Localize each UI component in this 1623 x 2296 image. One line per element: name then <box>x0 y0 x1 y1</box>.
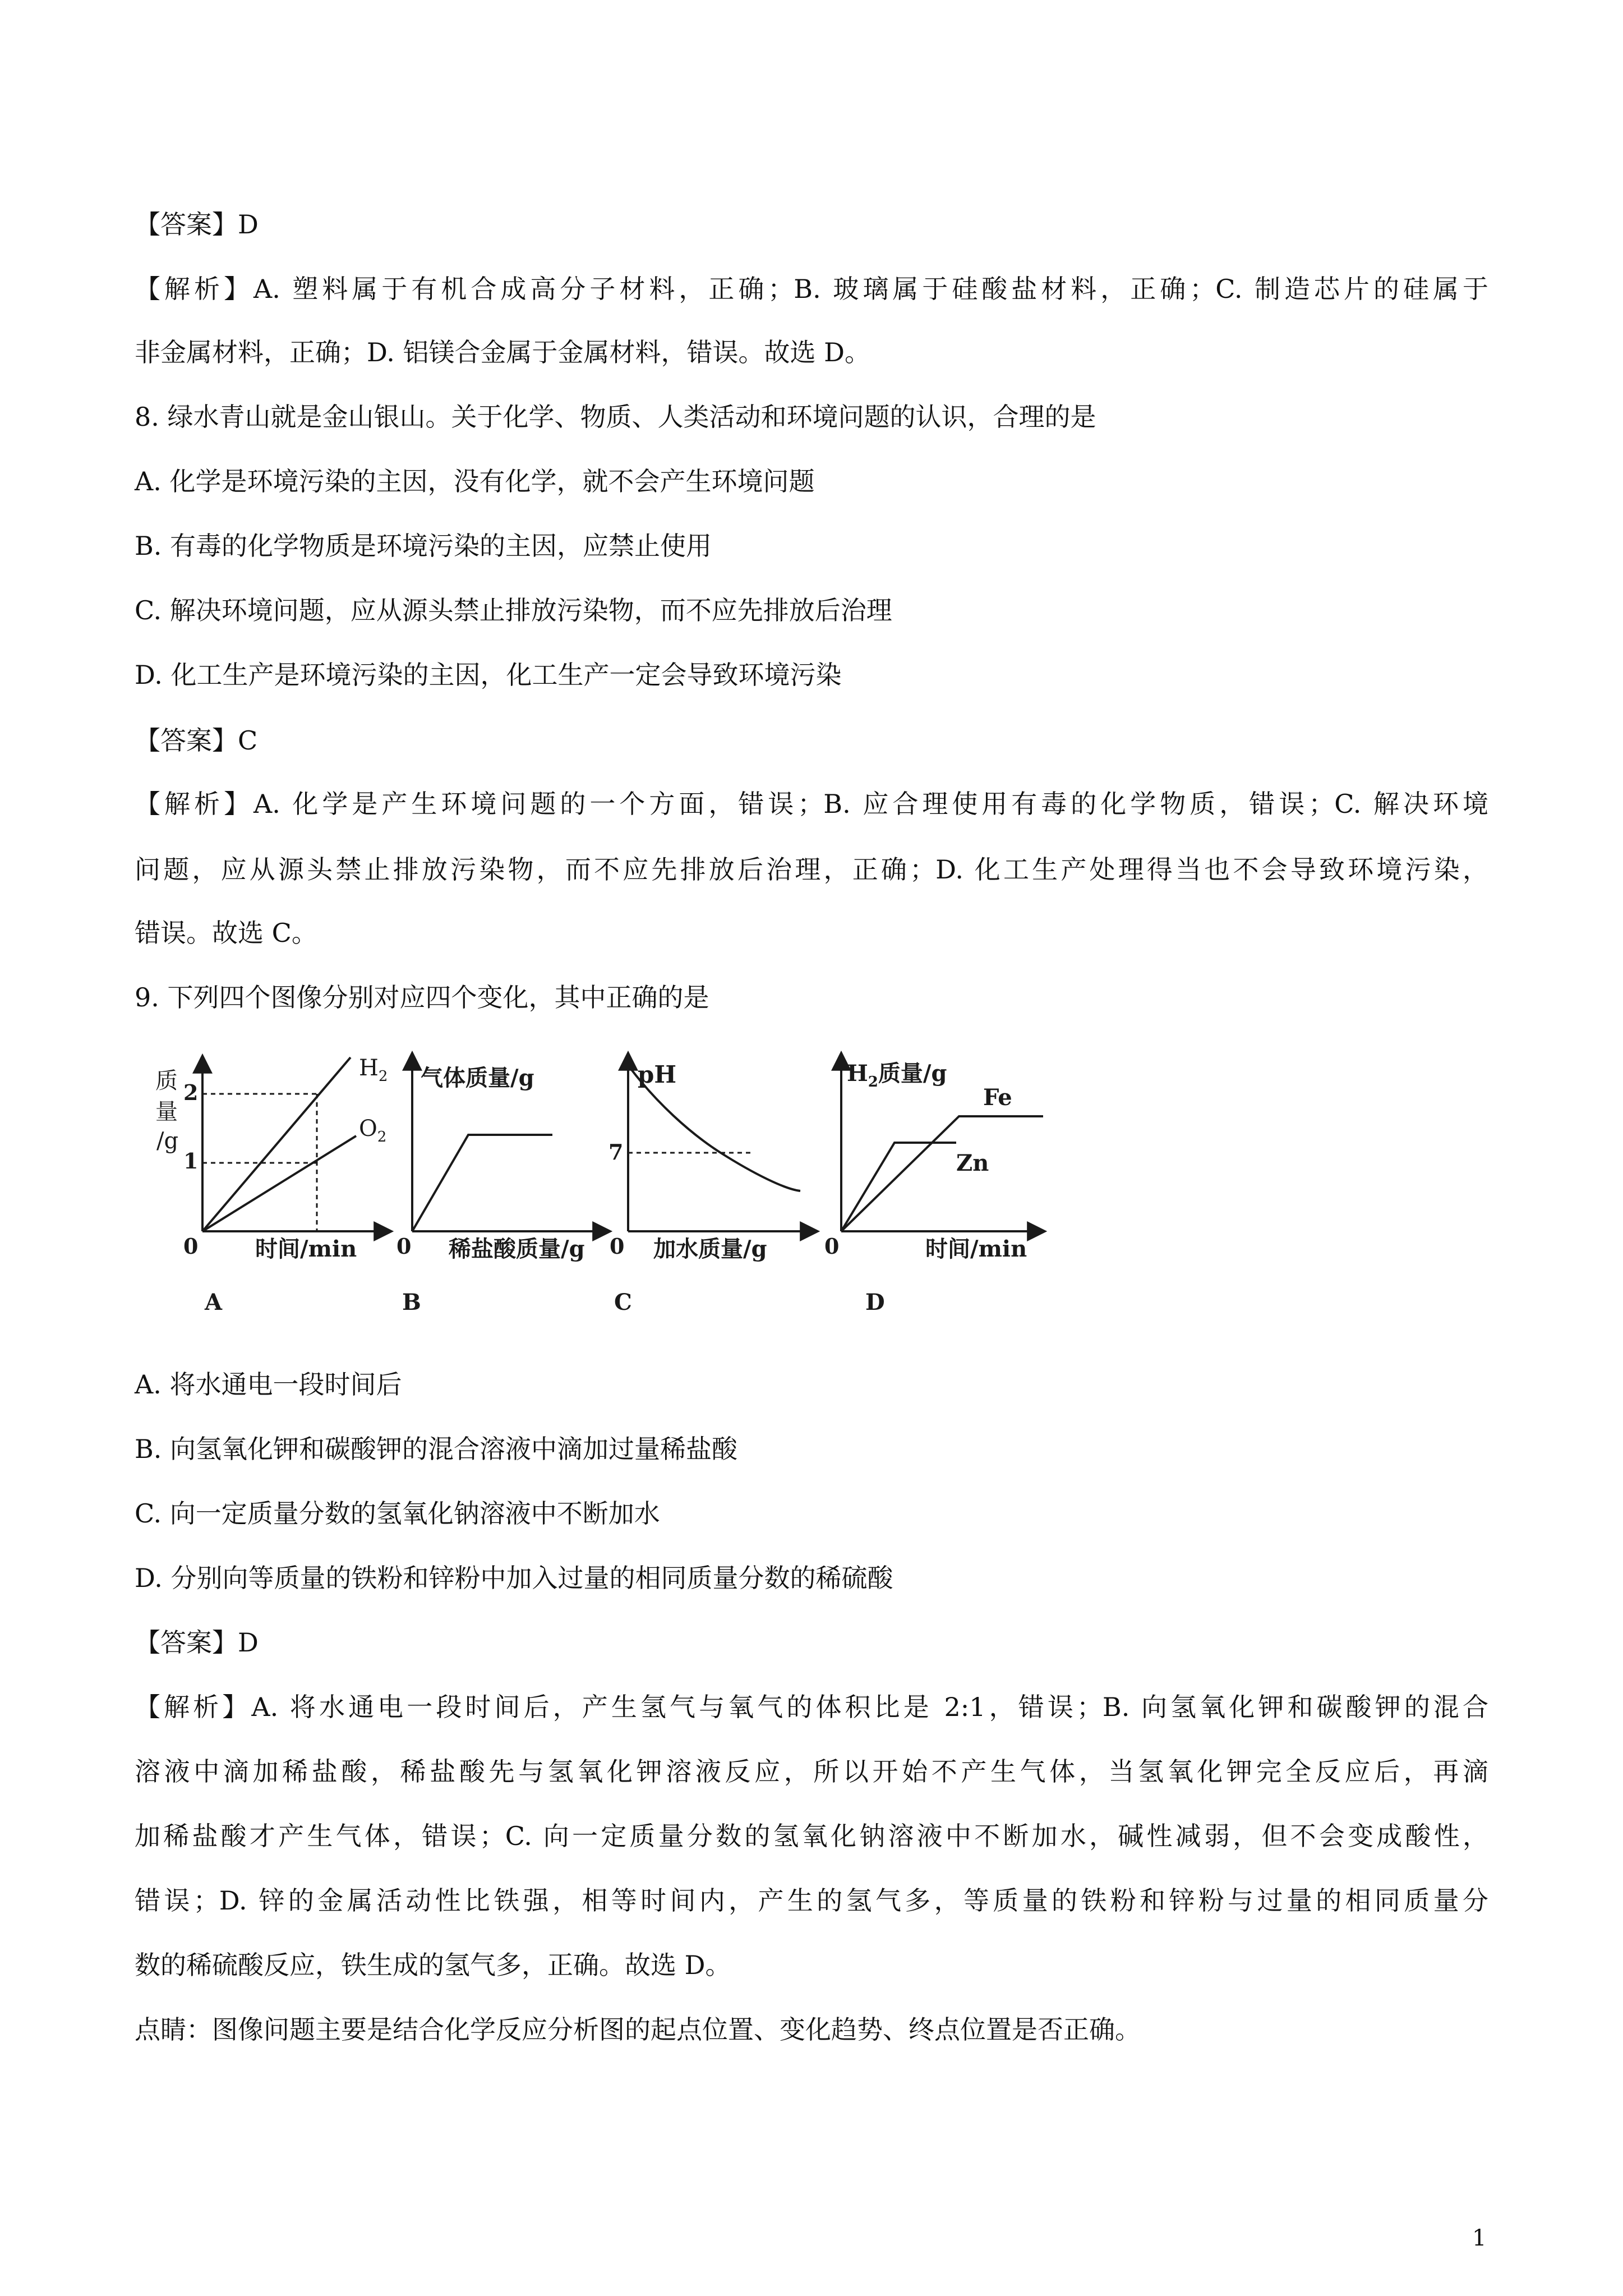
analysis-line: 问题，应从源头禁止排放污染物，而不应先排放后治理，正确；D. 化工生产处理得当也不会导致环境污染， <box>135 854 1488 885</box>
analysis-line: 错误。故选 C。 <box>135 918 317 948</box>
graph-d-caption: D <box>865 1289 885 1315</box>
analysis-line: 加稀盐酸才产生气体，错误；C. 向一定质量分数的氢氧化钠溶液中不断加水，碱性减弱，但不会变成酸性， <box>135 1821 1488 1851</box>
four-graphs <box>149 1041 1071 1321</box>
question-9-option-d: D. 分别向等质量的铁粉和锌粉中加入过量的相同质量分数的稀硫酸 <box>135 1563 893 1593</box>
graph-b-gas-line <box>412 1135 552 1231</box>
graph-b-ylabel: 气体质量/g <box>421 1065 534 1091</box>
graph-b-origin: 0 <box>396 1234 412 1259</box>
analysis-line: 【解析】A. 将水通电一段时间后，产生氢气与氧气的体积比是 2:1，错误；B. 向氢氧化钾和碳酸钾的混合 <box>135 1692 1488 1722</box>
graph-d-ylabel: $H_2$质量/g <box>847 1060 947 1091</box>
graph-c-tick-7: 7 <box>608 1139 624 1165</box>
graph-c-caption: C <box>614 1289 632 1315</box>
graph-b-caption: B <box>402 1289 421 1315</box>
question-9-figure <box>149 1041 1071 1321</box>
page-number: 1 <box>1472 2225 1487 2251</box>
graph-c <box>608 1055 816 1315</box>
graph-a-h2-line <box>202 1057 351 1231</box>
graph-d-fe-label: Fe <box>983 1084 1012 1111</box>
analysis-line: 非金属材料，正确；D. 铝镁合金属于金属材料，错误。故选 D。 <box>135 337 870 367</box>
analysis-line: 溶液中滴加稀盐酸，稀盐酸先与氢氧化钾溶液反应，所以开始不产生气体，当氢氧化钾完全反应后，再滴 <box>135 1756 1488 1787</box>
question-9-option-c: C. 向一定质量分数的氢氧化钠溶液中不断加水 <box>135 1498 660 1529</box>
question-8-option-b: B. 有毒的化学物质是环境污染的主因，应禁止使用 <box>135 531 712 561</box>
graph-a-ylabel: 量 <box>155 1099 178 1125</box>
question-8-option-a: A. 化学是环境污染的主因，没有化学，就不会产生环境问题 <box>135 466 815 496</box>
question-9-option-a: A. 将水通电一段时间后 <box>135 1369 402 1400</box>
graph-a-o2-line <box>202 1136 356 1231</box>
analysis-line: 【解析】A. 化学是产生环境问题的一个方面，错误；B. 应合理使用有毒的化学物质，错误；C. 解决环境 <box>135 789 1488 819</box>
graph-a-xlabel: 时间/min <box>255 1236 357 1262</box>
graph-d-origin: 0 <box>824 1234 840 1259</box>
answer-line: 【答案】D <box>135 209 259 240</box>
graph-d-zn-label: Zn <box>956 1150 989 1176</box>
analysis-line: 数的稀硫酸反应，铁生成的氢气多，正确。故选 D。 <box>135 1950 731 1980</box>
graph-d-xlabel: 时间/min <box>925 1236 1027 1262</box>
question-9-option-b: B. 向氢氧化钾和碳酸钾的混合溶液中滴加过量稀盐酸 <box>135 1434 738 1464</box>
graph-c-xlabel: 加水质量/g <box>653 1236 767 1262</box>
question-8-stem: 8. 绿水青山就是金山银山。关于化学、物质、人类活动和环境问题的认识，合理的是 <box>135 402 1096 432</box>
analysis-line: 错误；D. 锌的金属活动性比铁强，相等时间内，产生的氢气多，等质量的铁粉和锌粉与过量的相同质量分 <box>135 1885 1488 1916</box>
graph-d-fe-line <box>841 1116 1043 1231</box>
graph-b <box>396 1055 608 1315</box>
graph-c-ylabel: pH <box>638 1061 677 1088</box>
question-9-stem: 9. 下列四个图像分别对应四个变化，其中正确的是 <box>135 982 709 1013</box>
graph-a <box>155 1055 390 1315</box>
graph-a-ylabel: 质 <box>155 1068 178 1094</box>
graph-a-caption: A <box>205 1289 223 1315</box>
graph-a-tick-1: 1 <box>183 1148 199 1174</box>
graph-a-o2-label: $O_2$ <box>359 1116 387 1145</box>
key-point-line: 点睛：图像问题主要是结合化学反应分析图的起点位置、变化趋势、终点位置是否正确。 <box>135 2014 1141 2045</box>
analysis-line: 【解析】A. 塑料属于有机合成高分子材料，正确；B. 玻璃属于硅酸盐材料，正确；C. 制造芯片的硅属于 <box>135 274 1488 304</box>
graph-b-xlabel: 稀盐酸质量/g <box>449 1236 585 1262</box>
answer-line: 【答案】C <box>135 725 258 756</box>
graph-a-origin: 0 <box>183 1234 199 1259</box>
answer-line: 【答案】D <box>135 1627 259 1658</box>
graph-a-h2-label: $H_2$ <box>359 1055 388 1085</box>
graph-a-ylabel: /g <box>156 1128 179 1154</box>
question-8-option-d: D. 化工生产是环境污染的主因，化工生产一定会导致环境污染 <box>135 660 842 690</box>
graph-d <box>824 1055 1043 1315</box>
graph-d-zn-line <box>841 1143 956 1231</box>
question-8-option-c: C. 解决环境问题，应从源头禁止排放污染物，而不应先排放后治理 <box>135 595 892 625</box>
graph-c-origin: 0 <box>610 1234 625 1259</box>
graph-a-tick-2: 2 <box>183 1080 199 1105</box>
